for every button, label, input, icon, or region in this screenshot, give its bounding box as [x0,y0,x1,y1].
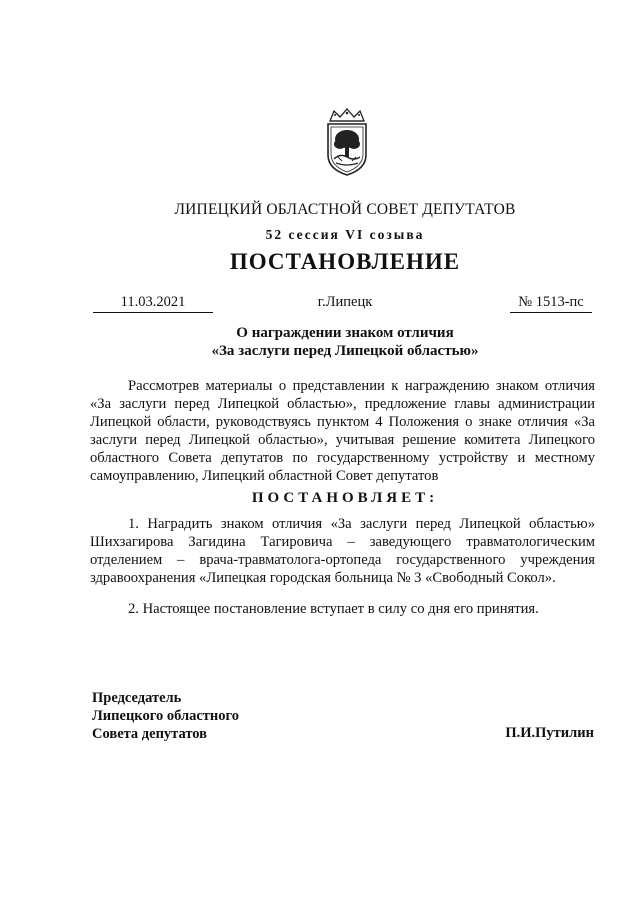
document-number: № 1513-пс [510,294,592,313]
document-subject [0,324,640,360]
preamble-paragraph: Рассмотрев материалы о представлении к награждению знаком отличия «За заслуги перед Липецкой областью», предложение главы администрации Липецкой области, руководствуясь пунктом 4 Положения о знаке отличия «За заслуги перед Липецкой областью», учитывая решение комитета Липецкого областного Совета депутатов по государственному устройству и местному самоуправлению, Липецкий областной Совет депутатов [90,378,595,484]
subject-line-1: О награждении знаком отличия [236,325,454,341]
resolution-item-1: 1. Наградить знаком отличия «За заслуги перед Липецкой областью» Шихзагирова Загидина Тагировича – заведующего травматологическим отделением – врача-травматолога-ортопеда государственного учреждения здравоохранения «Липецкая городская больница № 3 «Свободный Сокол». [90,516,595,586]
signatory-name: П.И.Путилин [505,725,594,741]
coat-of-arms-icon [318,107,376,177]
document-type-title: ПОСТАНОВЛЕНИЕ [229,249,461,274]
document-date: 11.03.2021 [93,294,213,313]
session-line: 52 сессия VI созыва [265,227,425,242]
decides-heading: ПОСТАНОВЛЯЕТ: [251,490,439,506]
subject-line-2: «За заслуги перед Липецкой областью» [211,343,479,359]
signatory-position-line-1: Председатель [92,690,182,706]
council-name: ЛИПЕЦКИЙ ОБЛАСТНОЙ СОВЕТ ДЕПУТАТОВ [174,201,516,218]
signatory-position [92,689,239,743]
document-place: г.Липецк [317,294,373,310]
resolution-item-2: 2. Настоящее постановление вступает в силу со дня его принятия. [128,601,539,617]
signatory-position-line-3: Совета депутатов [92,726,208,742]
signatory-position-line-2: Липецкого областного [92,708,239,724]
